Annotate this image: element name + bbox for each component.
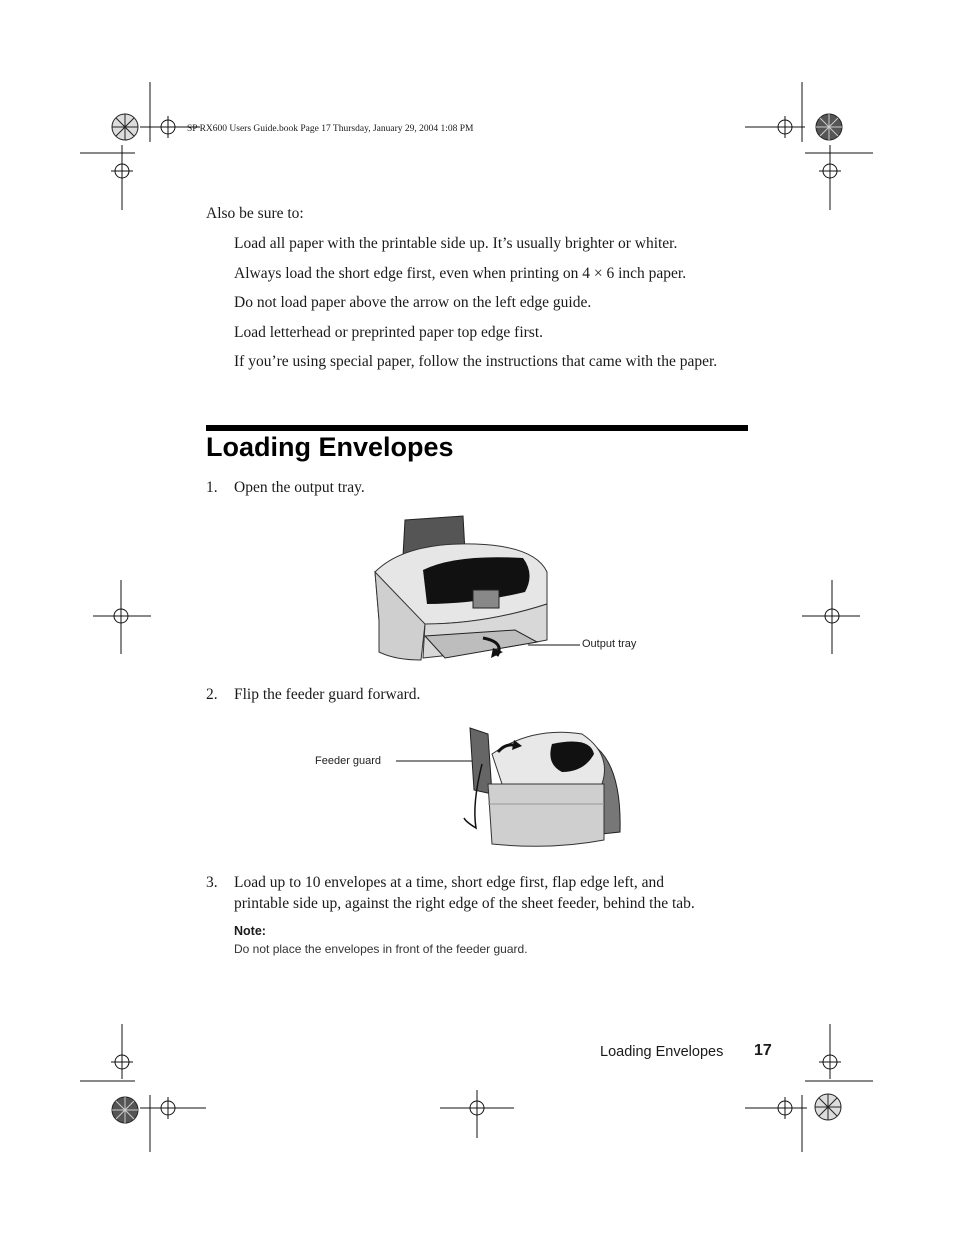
intro-text: Also be sure to: <box>206 205 304 222</box>
registration-target-icon <box>440 1090 516 1140</box>
registration-target-icon <box>140 82 200 172</box>
bullet-item: Always load the short edge first, even when printing on 4 × 6 inch paper. <box>234 265 687 282</box>
callout-leader-line <box>528 640 584 650</box>
registration-target-icon <box>805 1024 875 1094</box>
registration-target-icon <box>140 1080 210 1155</box>
step-number: 1. <box>206 479 218 496</box>
step-text-continued: printable side up, against the right edge of the sheet feeder, behind the tab. <box>234 895 695 912</box>
bullet-item: Load all paper with the printable side up. It’s usually brighter or whiter. <box>234 235 678 252</box>
step-2 <box>206 686 420 704</box>
registration-target-icon <box>80 1024 140 1094</box>
output-tray-callout: Output tray <box>582 638 637 650</box>
heading-rule <box>206 425 748 431</box>
step-3 <box>206 874 664 892</box>
registration-target-icon <box>805 145 875 215</box>
step-text: Open the output tray. <box>234 479 365 496</box>
note-label: Note: <box>234 924 266 938</box>
note-text: Do not place the envelopes in front of the feeder guard. <box>234 942 528 956</box>
footer-section-title: Loading Envelopes <box>600 1044 724 1060</box>
color-wheel-icon <box>805 1085 855 1135</box>
step-text: Flip the feeder guard forward. <box>234 686 421 703</box>
step-number: 3. <box>206 874 218 891</box>
step-1 <box>206 479 365 497</box>
feeder-guard-callout: Feeder guard <box>315 755 382 767</box>
registration-target-icon <box>80 145 140 215</box>
print-slug: SP RX600 Users Guide.book Page 17 Thursday, January 29, 2004 1:08 PM <box>187 124 474 134</box>
bullet-item: Do not load paper above the arrow on the left edge guide. <box>234 294 592 311</box>
registration-target-icon <box>802 580 862 656</box>
bullet-item: Load letterhead or preprinted paper top edge first. <box>234 324 544 341</box>
step-text: Load up to 10 envelopes at a time, short edge first, flap edge left, and <box>234 874 664 891</box>
section-heading: Loading Envelopes <box>206 432 454 462</box>
registration-target-icon <box>93 580 153 656</box>
bullet-item: If you’re using special paper, follow the instructions that came with the paper. <box>234 353 718 370</box>
printer-output-tray-illustration <box>365 512 555 664</box>
printer-feeder-guard-illustration <box>462 724 624 852</box>
page-number: 17 <box>754 1042 772 1059</box>
step-number: 2. <box>206 686 218 703</box>
